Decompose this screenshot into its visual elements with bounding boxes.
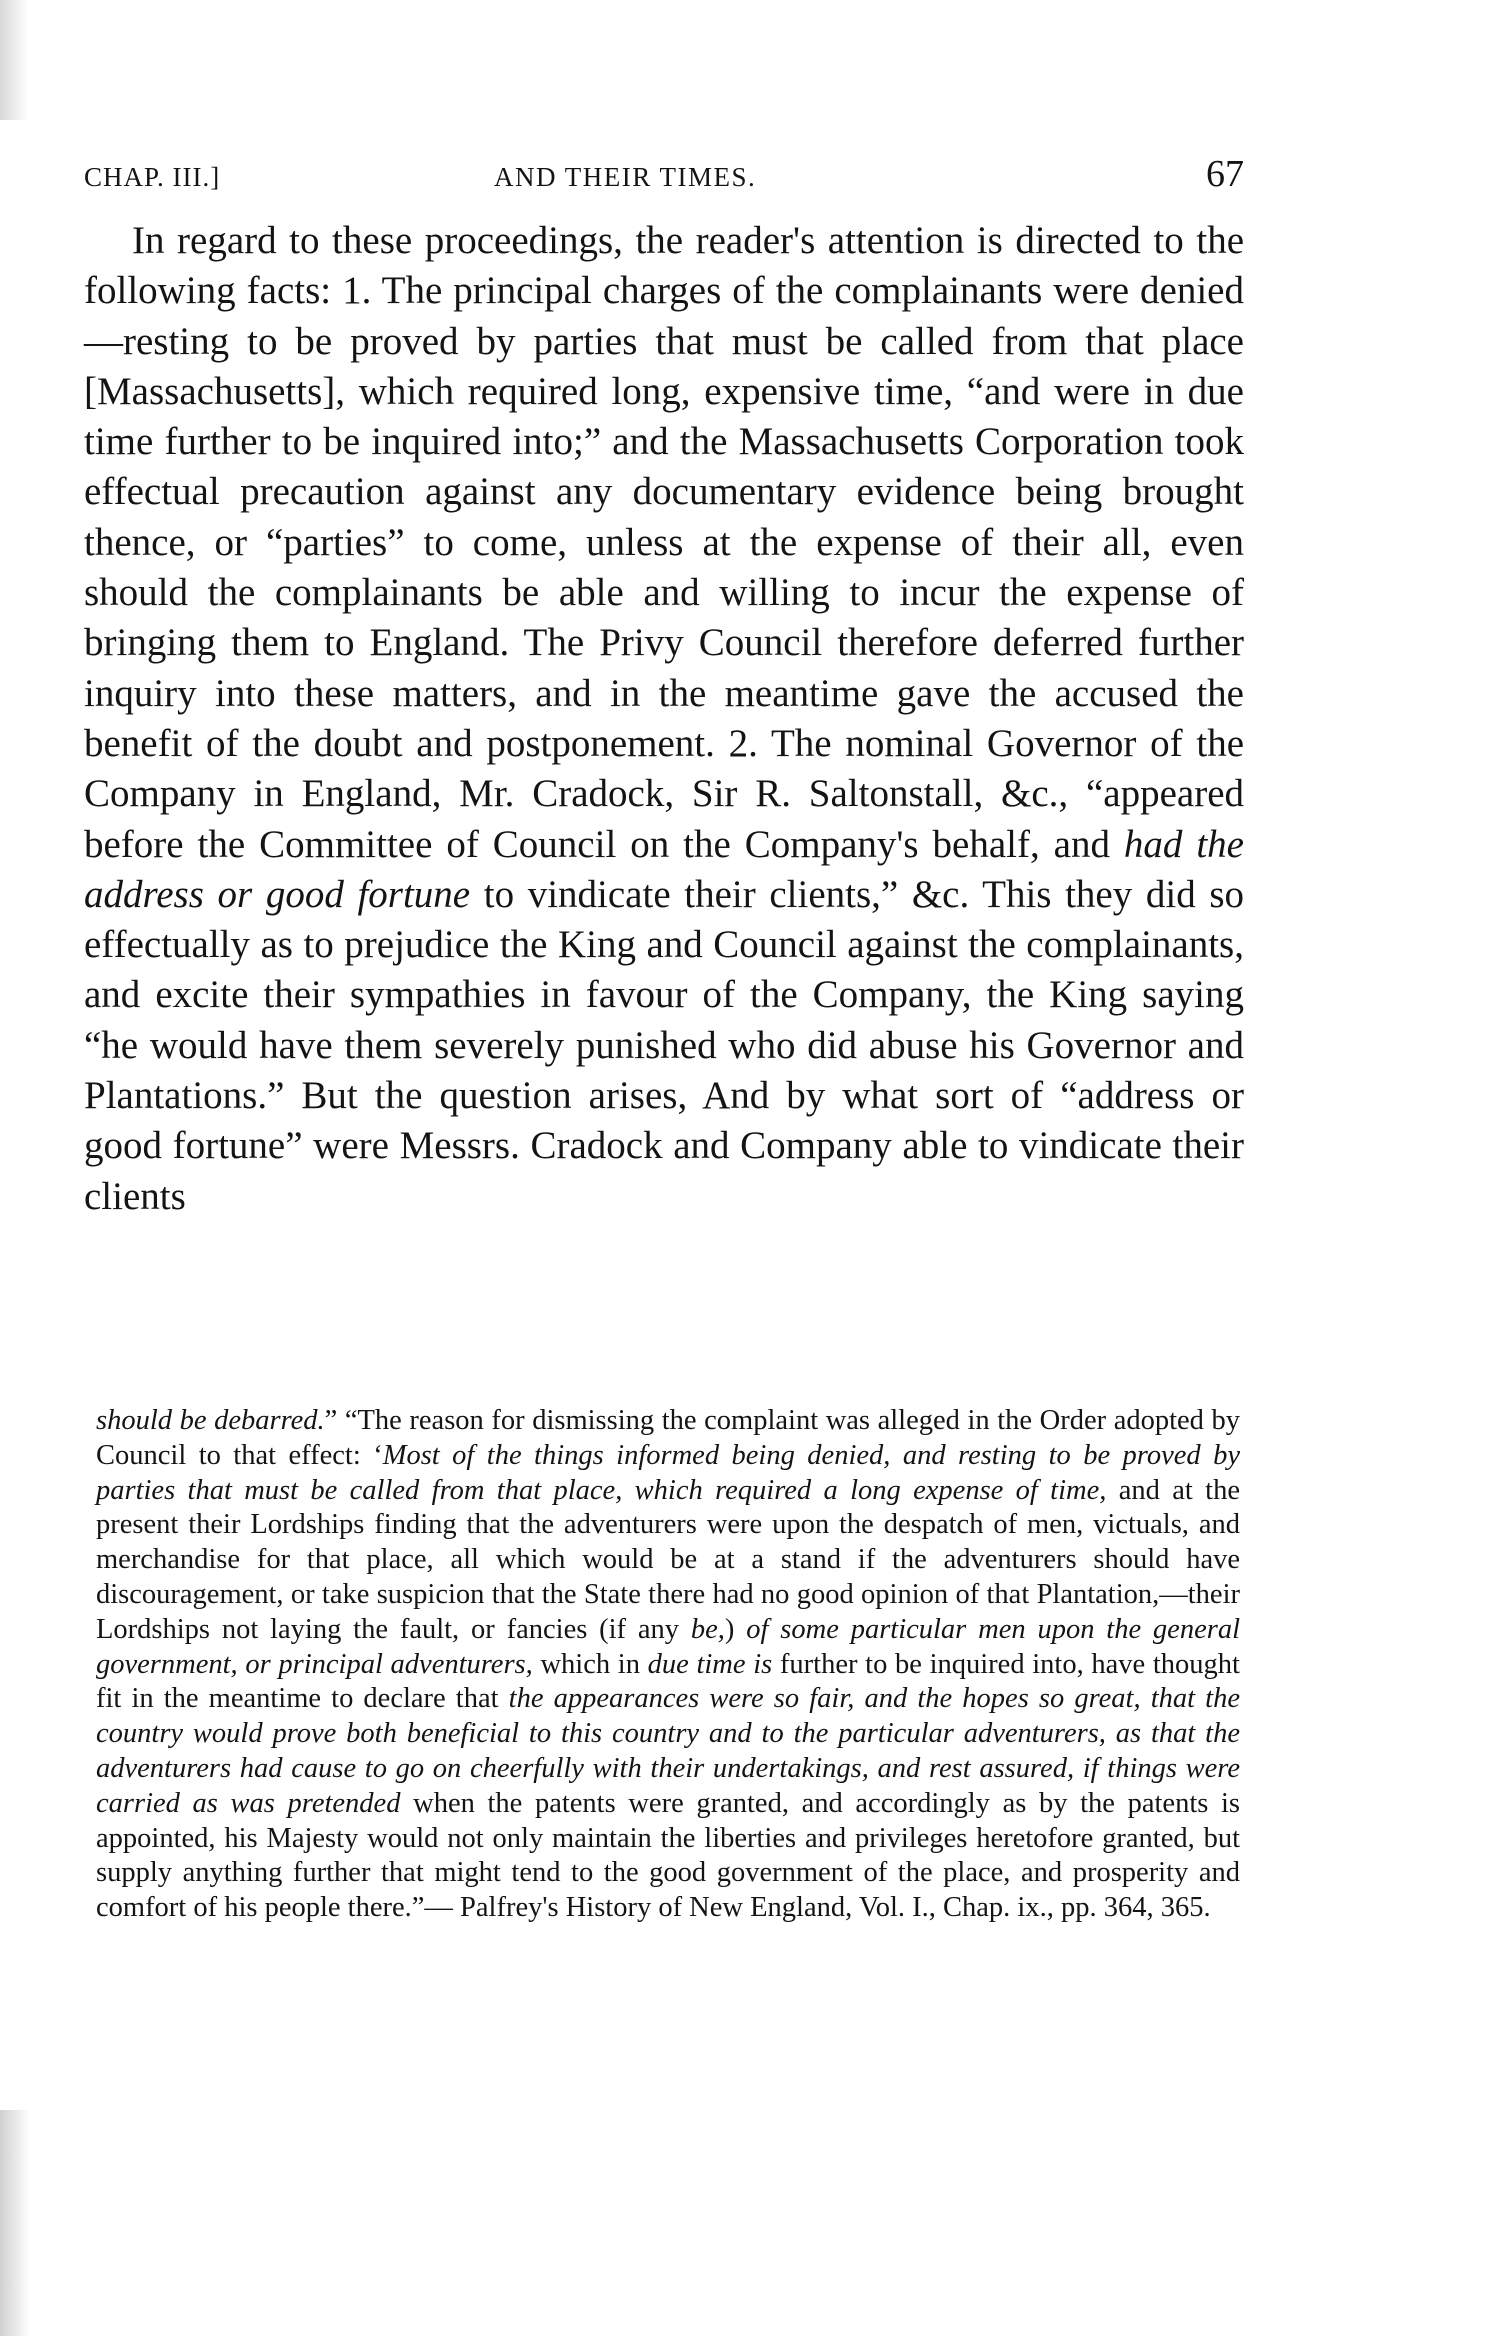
footnote-text-2: and at the present their Lordships finding that the adventurers were upon the despatch of men, victuals, and merchandise for that place, all which would be at a stand if the adventurers should have discouragement, or take suspicion that the State there had no good opinion of that Plantation,—their Lordships not laying the fault, or fancies (if any (96, 1474, 1240, 1645)
footnote-italic-2: Most of the things informed being denied, and resting to be proved by parties that must be called from that place, which required a long expense of time, (96, 1439, 1240, 1506)
footnote (96, 1404, 1240, 1926)
main-text-part-2: to vindicate their clients,” &c. This they did so effectually as to prejudice the King and Council against the complainants, and excite their sympathies in favour of the Company, the King saying “he would have them severely punished who did abuse his Governor and Plantations.” But the question arises, And by what sort of “address or good fortune” were Messrs. Cradock and Company able to vindicate their clients (84, 872, 1244, 1218)
footnote-text-5: further to be inquired into, have thought fit in the meantime to declare that (96, 1648, 1240, 1715)
footnote-italic-5: due time is (647, 1648, 773, 1680)
footnote-text-4: which in (532, 1648, 648, 1680)
page-edge-shadow-top (0, 0, 28, 120)
footnote-italic-6: the appearances were so fair, and the hopes so great, that the country would prove both beneficial to this country and to the particular adventurers, as that the adventurers had cause to go on cheerfully with their undertakings, and rest assured, if things were carried as was pretended (96, 1683, 1240, 1819)
footnote-text-6: when the patents were granted, and accordingly as by the patents is appointed, his Majesty would not only maintain the liberties and privileges heretofore granted, but supply anything further that might tend to the good government of the place, and prosperity and comfort of his people there.”— Palfrey's History of New England, Vol. I., Chap. ix., pp. 364, 365. (96, 1787, 1240, 1924)
footnote-text-3: ) (724, 1613, 747, 1645)
page-number: 67 (1206, 153, 1244, 195)
main-text-part-1: In regard to these proceedings, the reader's attention is directed to the following facts: 1. The principal charges of the complainants were denied—resting to be proved by parties that must be called from that place [Massachusetts], which required long, expensive time, “and were in due time further to be inquired into;” and the Massachusetts Corporation took effectual precaution against any documentary evidence being brought thence, or “parties” to come, unless at the expense of their all, even should the complainants be able and willing to incur the expense of bringing them to England. The Privy Council therefore deferred further inquiry into these matters, and in the meantime gave the accused the benefit of the doubt and postponement. 2. The nominal Governor of the Company in England, Mr. Cradock, Sir R. Saltonstall, &c., “appeared before the Committee of Council on the Company's behalf, and (84, 219, 1244, 866)
footnote-text-1: ” “The reason for dismissing the complaint was alleged in the Order adopted by Council to that effect: ‘ (96, 1405, 1240, 1471)
main-text-italic: had the address or good fortune (84, 822, 1244, 916)
footnote-italic-4: of some particular men upon the general government, or principal adventurers, (96, 1613, 1240, 1680)
footnote-italic-3: be, (690, 1613, 725, 1645)
running-head (84, 152, 1244, 202)
main-paragraph (84, 216, 1244, 1222)
chapter-label: CHAP. III.] (84, 162, 221, 192)
running-title: AND THEIR TIMES. (494, 162, 757, 192)
page-edge-shadow-bottom (0, 2110, 30, 2336)
footnote-italic-1: should be debarred. (96, 1405, 325, 1436)
